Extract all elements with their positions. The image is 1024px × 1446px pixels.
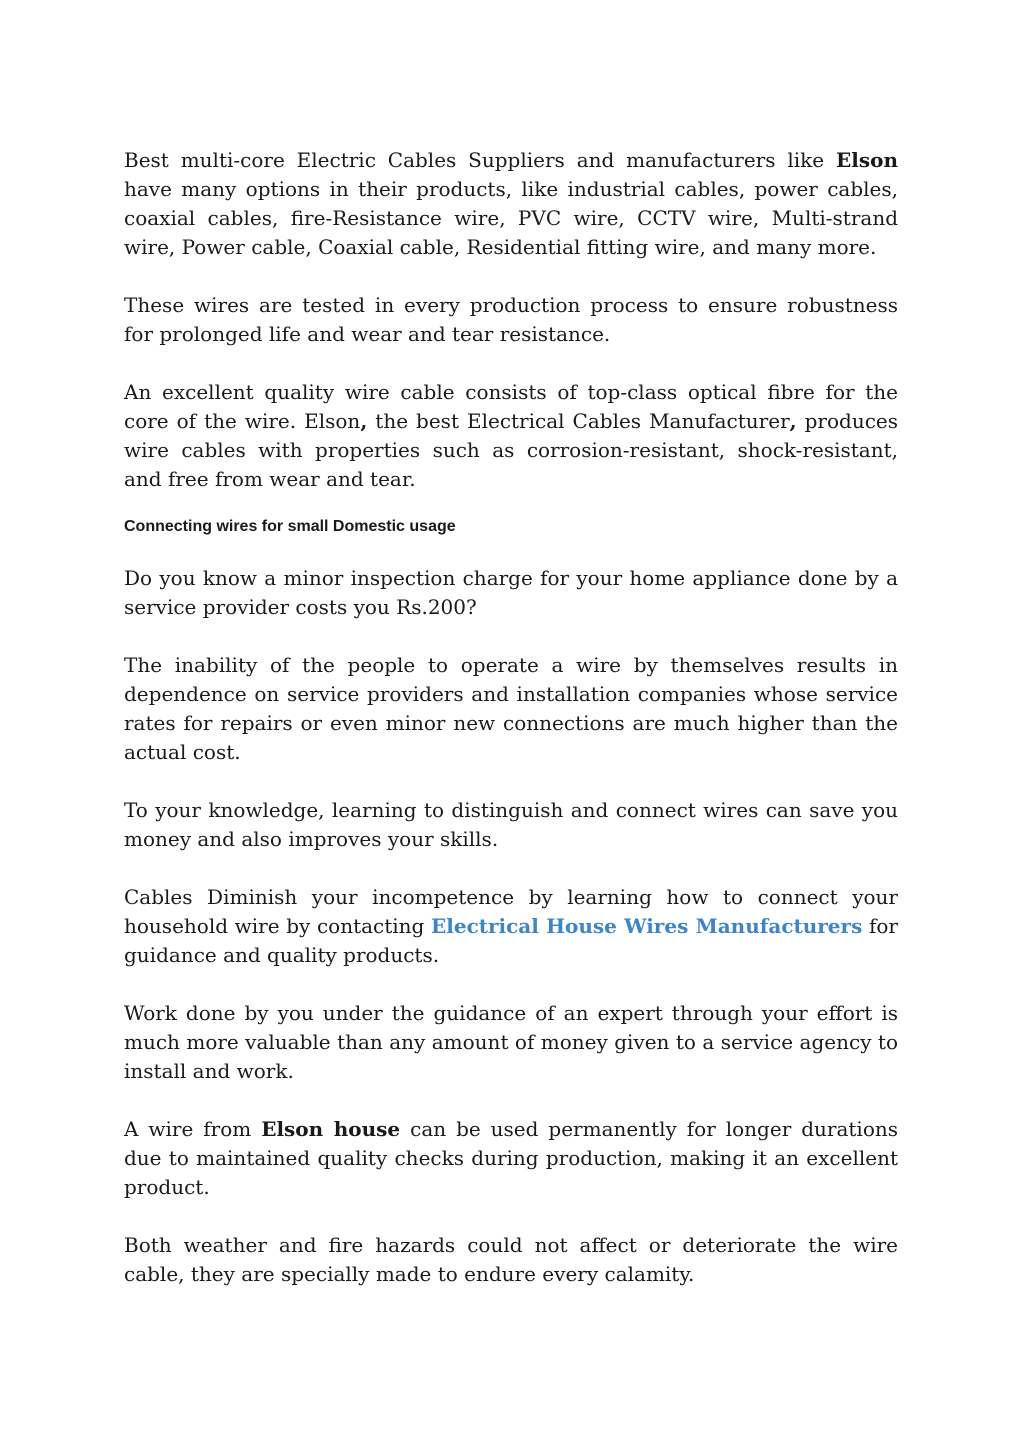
brand-elson: Elson xyxy=(836,148,898,172)
paragraph-quality: An excellent quality wire cable consists of top-class optical fibre for the core of the wire. Elson, the best Electrical Cables Manufacturer, produces wire cables with properties such as corrosion-resistant, shock-resistant, and free from wear and tear. xyxy=(124,380,899,491)
brand-elson-house: Elson house xyxy=(261,1117,401,1141)
manufacturers-link[interactable]: Electrical House Wires Manufacturers xyxy=(431,914,863,938)
paragraph-weather: Both weather and fire hazards could not affect or deteriorate the wire cable, they are specially made to endure every calamity. xyxy=(124,1233,898,1286)
document-page xyxy=(124,146,898,1289)
paragraph-inability: The inability of the people to operate a wire by themselves results in dependence on service providers and installation companies whose service rates for repairs or even minor new connections are much higher than the actual cost. xyxy=(124,653,898,764)
paragraph-guidance: Work done by you under the guidance of an expert through your effort is much more valuable than any amount of money given to a service agency to install and work. xyxy=(124,1001,898,1083)
paragraph-testing: These wires are tested in every production process to ensure robustness for prolonged life and wear and tear resistance. xyxy=(124,293,898,346)
paragraph-elson-house: A wire from Elson house can be used permanently for longer durations due to maintained quality checks during production, making it an excellent product. xyxy=(124,1117,898,1199)
paragraph-knowledge: To your knowledge, learning to distinguish and connect wires can save you money and also improves your skills. xyxy=(124,798,898,851)
paragraph-contact: Cables Diminish your incompetence by learning how to connect your household wire by contacting Electrical House Wires Manufacturers for guidance and quality products. xyxy=(124,885,898,967)
section-heading: Connecting wires for small Domestic usage xyxy=(124,518,456,535)
paragraph-inspection: Do you know a minor inspection charge for your home appliance done by a service provider costs you Rs.200? xyxy=(124,566,898,619)
paragraph-suppliers: Best multi-core Electric Cables Suppliers and manufacturers like Elson have many options in their products, like industrial cables, power cables, coaxial cables, fire-Resistance wire, PVC wire, CCTV wire, Multi-strand wire, Power cable, Coaxial cable, Residential fitting wire, and many more. xyxy=(124,148,898,259)
